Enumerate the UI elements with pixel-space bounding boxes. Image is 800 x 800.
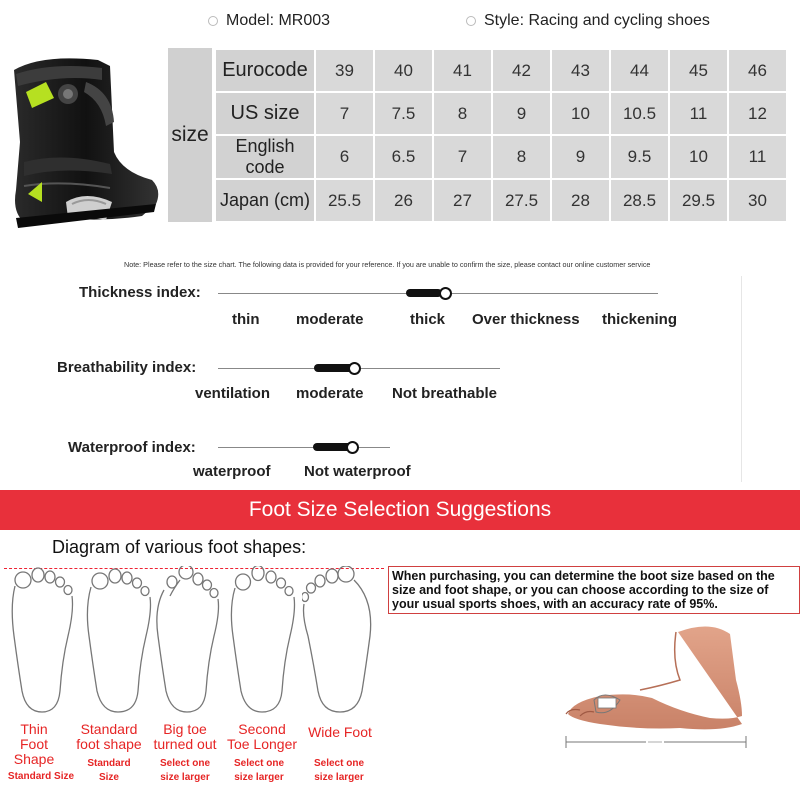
table-cell: 12 [729, 93, 786, 134]
foot-advice-line: Select one [313, 758, 365, 769]
table-cell: 27 [434, 180, 491, 221]
foot-caption-line: Thin [20, 721, 48, 737]
table-cell: 9.5 [611, 136, 668, 178]
foot-caption-line: Standard [80, 721, 138, 737]
foot-outline-icon [6, 566, 82, 716]
foot-advice: Standard Size [7, 771, 75, 782]
table-cell: 42 [493, 50, 550, 91]
foot-outline-icon [150, 566, 226, 716]
foot-advice-line: size larger [314, 772, 364, 783]
table-row [216, 180, 786, 221]
breathability-option: moderate [296, 385, 364, 402]
breathability-index-label: Breathability index: [57, 359, 197, 376]
model-label [208, 12, 330, 30]
table-cell: 8 [434, 93, 491, 134]
foot-outline-icon [226, 566, 302, 716]
size-table [214, 48, 788, 223]
table-cell: 6 [316, 136, 373, 178]
foot-caption-line: Toe Longer [226, 736, 298, 752]
table-cell: 7.5 [375, 93, 432, 134]
table-cell: 25.5 [316, 180, 373, 221]
waterproof-index-label: Waterproof index: [68, 439, 196, 456]
thickness-option: moderate [296, 311, 364, 328]
foot-advice [302, 757, 376, 785]
waterproof-track [218, 447, 390, 448]
table-cell: 28 [552, 180, 609, 221]
table-cell: 26 [375, 180, 432, 221]
foot-advice-line: Size [98, 772, 119, 783]
table-cell: 45 [670, 50, 727, 91]
bullet-icon [466, 16, 476, 26]
foot-caption [222, 722, 302, 752]
foot-caption-line: Big toe [163, 721, 207, 737]
table-cell: 8 [493, 136, 550, 178]
foot-caption-line: Second [238, 721, 286, 737]
table-cell: 9 [493, 93, 550, 134]
waterproof-option: waterproof [193, 463, 271, 480]
bullet-icon [208, 16, 218, 26]
foot-advice-line: Select one [233, 758, 285, 769]
foot-advice [222, 757, 296, 785]
style-label [466, 12, 710, 30]
table-cell: 10.5 [611, 93, 668, 134]
section-banner: Foot Size Selection Suggestions [0, 490, 800, 530]
table-cell: 29.5 [670, 180, 727, 221]
table-cell: 7 [316, 93, 373, 134]
table-cell: 11 [729, 136, 786, 178]
boot-image [2, 52, 162, 230]
foot-caption [4, 722, 64, 767]
thickness-option: thick [410, 311, 446, 328]
table-cell: 39 [316, 50, 373, 91]
foot-caption [148, 722, 222, 752]
breathability-option: Not breathable [392, 385, 498, 402]
table-row [216, 50, 786, 91]
foot-caption-line: turned out [153, 736, 217, 752]
row-header: Japan (cm) [216, 180, 314, 221]
table-cell: 27.5 [493, 180, 550, 221]
model-text: Model: MR003 [226, 12, 331, 29]
foot-advice [72, 757, 146, 785]
row-header: Eurocode [216, 50, 314, 91]
table-row [216, 136, 786, 178]
foot-advice-line: size larger [160, 772, 210, 783]
table-cell: 43 [552, 50, 609, 91]
table-cell: 11 [670, 93, 727, 134]
table-cell: 46 [729, 50, 786, 91]
table-cell: 9 [552, 136, 609, 178]
thickness-index-label: Thickness index: [79, 284, 201, 301]
foot-caption [300, 725, 380, 740]
foot-outline-icon [302, 566, 378, 716]
table-cell: 6.5 [375, 136, 432, 178]
waterproof-option: Not waterproof [304, 463, 411, 480]
foot-advice-line: size larger [234, 772, 284, 783]
foot-caption [72, 722, 146, 752]
thickness-indicator [406, 289, 442, 297]
table-row [216, 93, 786, 134]
table-cell: 7 [434, 136, 491, 178]
purchase-advice: When purchasing, you can determine the boot size based on the size and foot shape, or you can choose according to the size of your usual sports shoes, with an accuracy rate of 95%. [388, 566, 800, 614]
table-cell: 10 [670, 136, 727, 178]
table-cell: 30 [729, 180, 786, 221]
foot-caption-line: Shape [13, 751, 55, 767]
table-cell: 10 [552, 93, 609, 134]
thickness-option: thickening [602, 311, 678, 328]
breathability-knob [348, 362, 361, 375]
row-header: English code [216, 136, 314, 178]
table-cell: 28.5 [611, 180, 668, 221]
foot-outline-icon [82, 566, 158, 716]
row-header: US size [216, 93, 314, 134]
foot-advice [148, 757, 222, 785]
table-cell: 44 [611, 50, 668, 91]
foot-caption-line: Foot [19, 736, 48, 752]
thickness-option: Over thickness [472, 311, 580, 328]
foot-advice-line: Select one [159, 758, 211, 769]
waterproof-knob [346, 441, 359, 454]
diagram-title: Diagram of various foot shapes: [52, 537, 307, 557]
foot-caption-line: foot shape [76, 736, 142, 752]
style-text: Style: Racing and cycling shoes [484, 12, 710, 29]
table-cell: 40 [375, 50, 432, 91]
table-cell: 41 [434, 50, 491, 91]
foot-caption-line: Wide Foot [308, 724, 372, 740]
breathability-option: ventilation [195, 385, 271, 402]
foot-photo [560, 620, 800, 800]
foot-advice-line: Standard [87, 758, 131, 769]
thickness-knob [439, 287, 452, 300]
size-note: Note: Please refer to the size chart. The following data is provided for your reference. If you are unable to confirm the size, please contact our online customer service [124, 260, 651, 269]
size-group-label: size [168, 48, 212, 222]
divider [741, 276, 742, 482]
thickness-option: thin [232, 311, 260, 328]
